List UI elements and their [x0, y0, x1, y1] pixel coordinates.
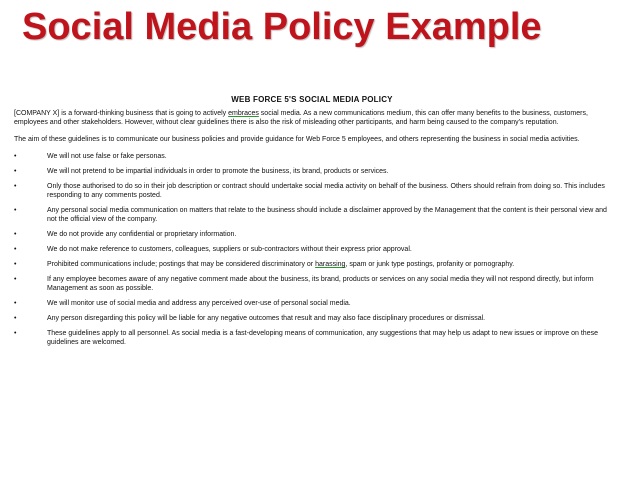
- list-item-text: These guidelines apply to all personnel. As social media is a fast-developing means of communication, any suggestions that may help us adapt to new issues or improve on these guidelines are welcomed.: [47, 330, 598, 346]
- list-item: [14, 152, 610, 161]
- list-item-text: [47, 260, 610, 269]
- list-item: [14, 275, 610, 293]
- item-underlined-word: harassing: [315, 261, 346, 268]
- intro-text-part1: [COMPANY X] is a forward-thinking business that is going to actively: [14, 110, 229, 117]
- list-item-text: We do not provide any confidential or proprietary information.: [47, 231, 237, 238]
- list-item: [14, 329, 610, 347]
- intro-underlined-word: embraces: [228, 110, 259, 117]
- list-item-text: Any personal social media communication on matters that relate to the business should include a disclaimer approved by the Management that the content is their personal view and not the official view of the company.: [47, 207, 607, 223]
- list-item: [14, 260, 610, 269]
- policy-list: [14, 152, 610, 347]
- aim-paragraph: The aim of these guidelines is to communicate our business policies and provide guidance for Web Force 5 employees, and others representing the business in social media activities.: [14, 136, 580, 143]
- bullet-icon: •: [14, 168, 17, 175]
- list-item: [14, 299, 610, 308]
- list-item-text: Any person disregarding this policy will be liable for any negative outcomes that result and may also face disciplinary procedures or dismissal.: [47, 315, 486, 322]
- bullet-icon: •: [14, 276, 17, 283]
- bullet-icon: •: [14, 183, 17, 190]
- list-item: [14, 167, 610, 176]
- list-item-text: We do not make reference to customers, colleagues, suppliers or sub-contractors without their express prior approval.: [47, 246, 412, 253]
- policy-document: [14, 95, 610, 353]
- list-item-text: We will not pretend to be impartial individuals in order to promote the business, its brand, products or services.: [47, 168, 389, 175]
- bullet-icon: •: [14, 246, 17, 253]
- bullet-icon: •: [14, 153, 17, 160]
- bullet-icon: •: [14, 261, 17, 268]
- intro-text-part2: social media. As a new communications medium, this can offer many benefits to the business, customers, employees and other stakeholders. However, without clear guidelines there is also the risk of misleading other participants, and harm being caused to the company's reputation.: [14, 110, 588, 126]
- item-text-part2: , spam or junk type postings, profanity or pornography.: [345, 261, 515, 268]
- slide-title: Social Media Policy Example: [22, 6, 542, 48]
- bullet-icon: •: [14, 315, 17, 322]
- intro-paragraph: [14, 109, 610, 127]
- list-item: [14, 314, 610, 323]
- list-item: [14, 245, 610, 254]
- bullet-icon: •: [14, 231, 17, 238]
- list-item-text: We will not use false or fake personas.: [47, 153, 167, 160]
- list-item: [14, 206, 610, 224]
- bullet-icon: •: [14, 300, 17, 307]
- list-item-text: If any employee becomes aware of any negative comment made about the business, its brand, products or services on any social media they will not respond directly, but inform Management as soon as possible.: [47, 276, 594, 292]
- list-item-text: Only those authorised to do so in their job description or contract should undertake social media activity on behalf of the business. Others should refrain from doing so. This includes responding to any comments posted.: [47, 183, 605, 199]
- document-title: WEB FORCE 5'S SOCIAL MEDIA POLICY: [231, 95, 393, 104]
- bullet-icon: •: [14, 207, 17, 214]
- item-text-part1: Prohibited communications include; postings that may be considered discriminatory or: [47, 261, 316, 268]
- list-item: [14, 230, 610, 239]
- bullet-icon: •: [14, 330, 17, 337]
- list-item-text: We will monitor use of social media and address any perceived over-use of personal social media.: [47, 300, 351, 307]
- list-item: [14, 182, 610, 200]
